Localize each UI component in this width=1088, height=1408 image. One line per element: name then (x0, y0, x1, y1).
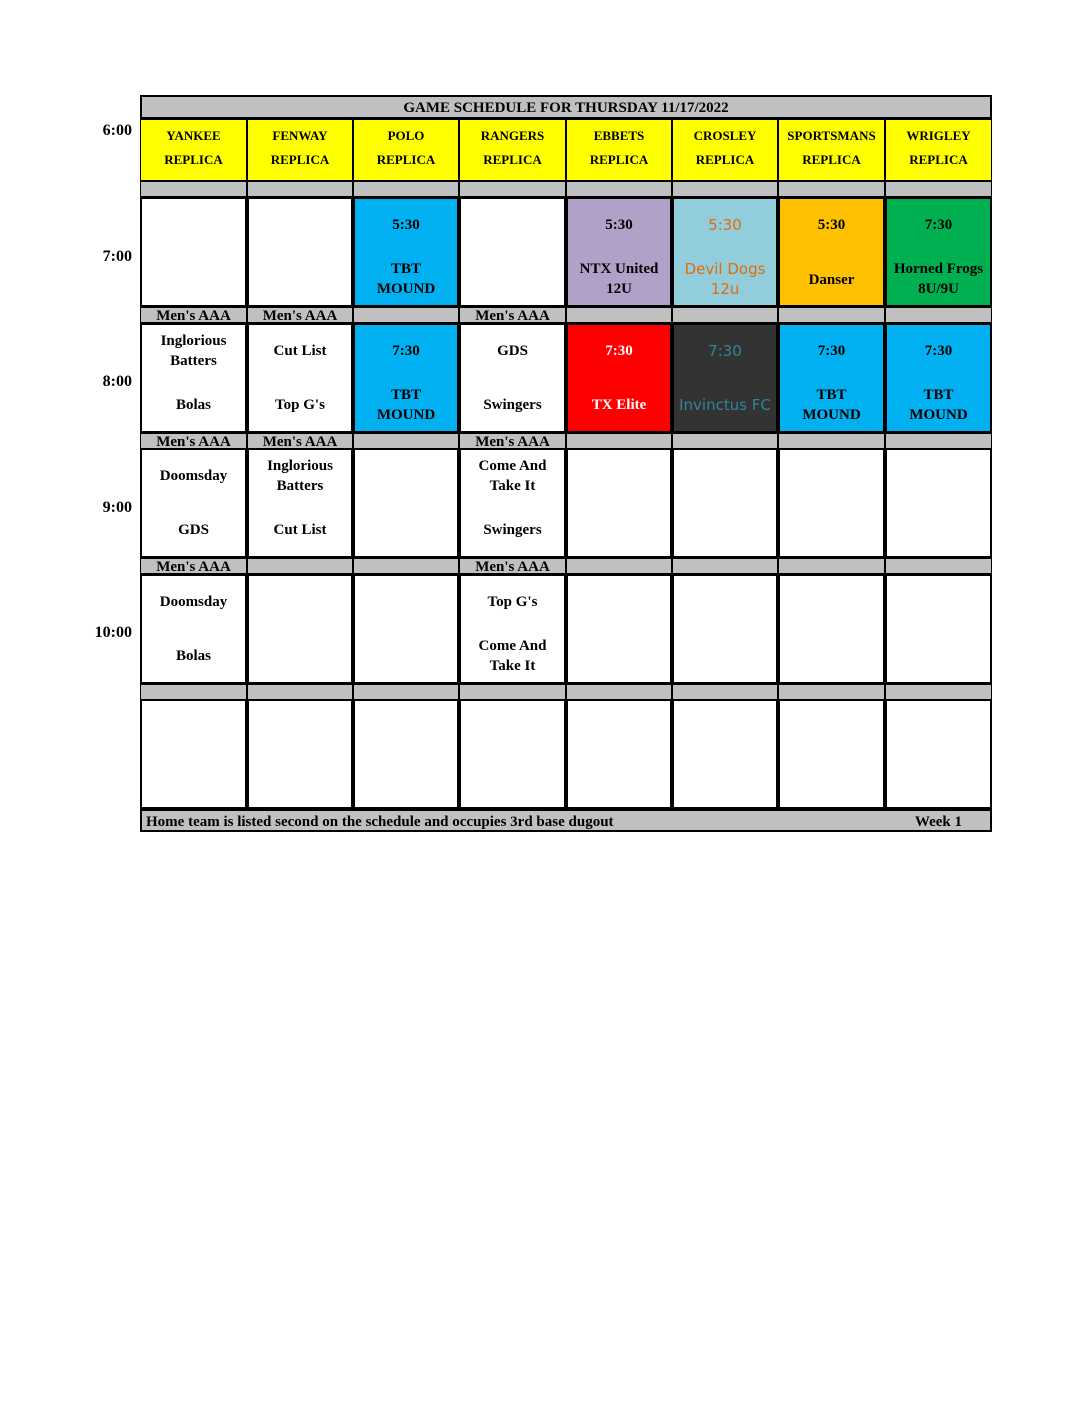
game-top-text: GDS (497, 343, 528, 359)
game-cell (247, 323, 353, 433)
game-bottom-text: TBT MOUND (376, 387, 436, 423)
game-cell (566, 574, 672, 684)
game-bottom-text: TX Elite (591, 397, 647, 413)
division-label: Men's AAA (140, 558, 247, 574)
division-label: Men's AAA (459, 558, 566, 574)
game-cell (247, 197, 353, 307)
game-bottom-text: TBT MOUND (802, 387, 861, 423)
separator-bar (566, 433, 672, 449)
game-cell (672, 699, 778, 809)
game-top-text: 5:30 (817, 217, 846, 233)
game-bottom-text: Come And Take It (478, 638, 547, 674)
game-cell (459, 574, 566, 684)
field-subtitle: REPLICA (376, 152, 436, 167)
separator-bar (353, 433, 459, 449)
game-top-text: 7:30 (924, 343, 953, 359)
game-cell (247, 448, 353, 558)
separator-bar (885, 433, 992, 449)
separator-bar (140, 684, 247, 700)
separator-bar (566, 181, 672, 197)
game-top-text: Doomsday (159, 468, 228, 484)
game-bottom-text: Invinctus FC (679, 396, 771, 414)
game-top-text: Top G's (487, 594, 538, 610)
game-cell (885, 448, 992, 558)
game-cell (885, 699, 992, 809)
time-label: 6:00 (102, 122, 132, 139)
division-label: Men's AAA (140, 433, 247, 449)
game-top-text: Doomsday (159, 594, 228, 610)
game-cell (459, 197, 566, 307)
separator-bar (672, 433, 778, 449)
game-bottom-text: Bolas (175, 397, 211, 413)
game-top-text: Come And Take It (478, 458, 547, 494)
game-bottom-text: Swingers (483, 397, 542, 413)
field-header (140, 119, 247, 181)
separator-bar (247, 684, 353, 700)
game-cell (140, 574, 247, 684)
field-subtitle: REPLICA (164, 152, 223, 167)
game-schedule-table (140, 95, 992, 832)
separator-bar (140, 181, 247, 197)
field-subtitle: REPLICA (802, 152, 861, 167)
home-team-note: Home team is listed second on the schedule and occupies 3rd base dugout (146, 814, 614, 830)
game-cell (459, 699, 566, 809)
game-cell (353, 197, 459, 307)
separator-bar (672, 684, 778, 700)
game-bottom-text: Devil Dogs 12u (684, 260, 766, 298)
game-top-text: Cut List (273, 343, 327, 359)
separator-bar (778, 181, 885, 197)
game-bottom-text: Bolas (175, 648, 211, 664)
field-header (353, 119, 459, 181)
game-bottom-text: Top G's (275, 397, 325, 413)
field-name: CROSLEY (693, 128, 757, 143)
game-cell (566, 323, 672, 433)
separator-bar (353, 307, 459, 323)
separator-bar (672, 558, 778, 574)
game-cell (672, 574, 778, 684)
separator-bar (885, 684, 992, 700)
separator-bar (566, 684, 672, 700)
game-cell (566, 699, 672, 809)
division-label: Men's AAA (247, 433, 353, 449)
separator-bar (353, 181, 459, 197)
game-cell (566, 448, 672, 558)
game-top-text: 5:30 (708, 216, 742, 234)
field-header (885, 119, 992, 181)
separator-bar (778, 433, 885, 449)
separator-bar (566, 558, 672, 574)
game-cell (247, 574, 353, 684)
separator-bar (672, 181, 778, 197)
game-cell (885, 323, 992, 433)
schedule-title: GAME SCHEDULE FOR THURSDAY 11/17/2022 (140, 95, 992, 119)
field-header (778, 119, 885, 181)
game-top-text: 7:30 (708, 342, 742, 360)
game-cell (778, 699, 885, 809)
field-name: EBBETS (593, 128, 645, 143)
time-label: 8:00 (102, 373, 132, 390)
game-top-text: 5:30 (605, 217, 633, 233)
game-bottom-text: Swingers (483, 522, 542, 538)
game-bottom-text: Danser (808, 272, 855, 288)
game-cell (778, 574, 885, 684)
game-cell (247, 699, 353, 809)
field-header (247, 119, 353, 181)
game-cell (353, 323, 459, 433)
separator-bar (672, 307, 778, 323)
time-label: 7:00 (102, 248, 132, 265)
division-label: Men's AAA (459, 433, 566, 449)
game-cell (566, 197, 672, 307)
separator-bar (778, 558, 885, 574)
game-bottom-text: Horned Frogs 8U/9U (893, 261, 984, 297)
game-cell (672, 323, 778, 433)
schedule-footer (140, 809, 992, 832)
field-name: SPORTSMANS (787, 128, 876, 143)
game-cell (672, 448, 778, 558)
game-cell (140, 699, 247, 809)
game-top-text: Inglorious Batters (160, 333, 227, 369)
field-header (566, 119, 672, 181)
field-name: RANGERS (480, 128, 545, 143)
separator-bar (247, 181, 353, 197)
game-bottom-text: Cut List (273, 522, 327, 538)
separator-bar (778, 307, 885, 323)
division-label: Men's AAA (140, 307, 247, 323)
game-top-text: 7:30 (817, 343, 846, 359)
field-subtitle: REPLICA (483, 152, 542, 167)
game-bottom-text: GDS (178, 522, 209, 538)
game-cell (885, 197, 992, 307)
game-cell (140, 323, 247, 433)
time-label: 9:00 (102, 499, 132, 516)
game-cell (353, 574, 459, 684)
separator-bar (459, 181, 566, 197)
game-cell (140, 448, 247, 558)
game-bottom-text: NTX United 12U (579, 261, 659, 297)
game-cell (778, 323, 885, 433)
field-subtitle: REPLICA (270, 152, 330, 167)
field-header (672, 119, 778, 181)
game-cell (353, 699, 459, 809)
separator-bar (566, 307, 672, 323)
field-subtitle: REPLICA (589, 152, 649, 167)
field-header (459, 119, 566, 181)
game-top-text: 7:30 (392, 343, 420, 359)
field-name: POLO (387, 128, 425, 143)
game-cell (778, 448, 885, 558)
game-top-text: 7:30 (605, 343, 633, 359)
separator-bar (353, 558, 459, 574)
time-label: 10:00 (94, 624, 132, 641)
game-cell (459, 448, 566, 558)
game-cell (885, 574, 992, 684)
field-subtitle: REPLICA (909, 152, 968, 167)
separator-bar (885, 181, 992, 197)
field-name: YANKEE (166, 128, 221, 143)
game-cell (459, 323, 566, 433)
game-bottom-text: TBT MOUND (909, 387, 968, 423)
separator-bar (353, 684, 459, 700)
game-top-text: 7:30 (924, 217, 953, 233)
separator-bar (778, 684, 885, 700)
game-cell (140, 197, 247, 307)
game-top-text: Inglorious Batters (267, 458, 333, 494)
separator-bar (459, 684, 566, 700)
separator-bar (885, 307, 992, 323)
field-name: FENWAY (272, 128, 328, 143)
week-label: Week 1 (914, 814, 962, 830)
game-cell (778, 197, 885, 307)
field-name: WRIGLEY (906, 128, 971, 143)
division-label: Men's AAA (247, 307, 353, 323)
division-label: Men's AAA (459, 307, 566, 323)
field-subtitle: REPLICA (695, 152, 755, 167)
game-cell (353, 448, 459, 558)
game-bottom-text: TBT MOUND (376, 261, 436, 297)
separator-bar (247, 558, 353, 574)
separator-bar (885, 558, 992, 574)
game-cell (672, 197, 778, 307)
game-top-text: 5:30 (392, 217, 420, 233)
